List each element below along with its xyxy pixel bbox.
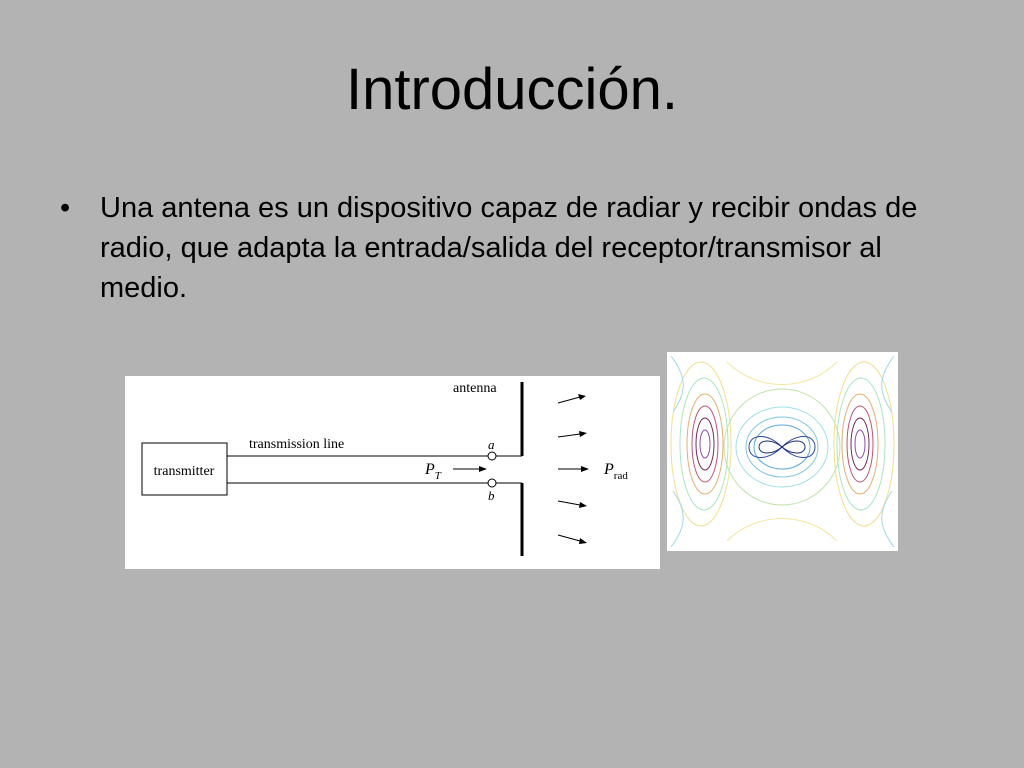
field-lobe-left-inner bbox=[759, 441, 782, 453]
pt-arrow-head bbox=[479, 466, 487, 472]
terminal-a bbox=[488, 452, 496, 460]
rad-arrow-5 bbox=[558, 535, 580, 541]
field-corner-bottom-left bbox=[671, 491, 683, 547]
rad-arrow-1-head bbox=[578, 394, 586, 400]
transmission-line-label: transmission line bbox=[249, 437, 345, 452]
field-contour-left-6 bbox=[700, 430, 710, 458]
field-contour-right-5 bbox=[851, 418, 869, 470]
antenna-transmission-diagram bbox=[125, 376, 660, 569]
field-contour-left-5 bbox=[696, 418, 714, 470]
antenna-label: antenna bbox=[453, 381, 497, 396]
slide-title: Introducción. bbox=[345, 57, 679, 122]
terminal-b bbox=[488, 479, 496, 487]
rad-arrow-5-head bbox=[579, 538, 587, 544]
field-lobe-right-inner bbox=[782, 441, 805, 453]
terminal-a-label: a bbox=[488, 437, 495, 452]
bullet-text: Una antena es un dispositivo capaz de radiar y recibir ondas de radio, que adapta la entrada/salida del receptor/transmisor al medio. bbox=[100, 192, 918, 304]
field-corner-top-left bbox=[671, 356, 683, 412]
bullet-marker: • bbox=[60, 192, 71, 224]
field-contour-right-6 bbox=[855, 430, 865, 458]
field-arc-top bbox=[727, 362, 837, 385]
rad-arrow-4-head bbox=[579, 502, 587, 508]
bullet-list bbox=[60, 188, 960, 308]
radiation-field-pattern-image bbox=[667, 352, 898, 551]
transmitter-label: transmitter bbox=[153, 464, 215, 479]
prad-label: $P_{rad}$ bbox=[604, 461, 628, 482]
rad-arrow-3-head bbox=[581, 466, 589, 472]
terminal-b-label: b bbox=[488, 488, 495, 503]
rad-arrow-1 bbox=[558, 397, 580, 403]
bullet-item bbox=[60, 188, 960, 308]
pt-label: $P_T$ bbox=[425, 461, 441, 482]
rad-arrow-2 bbox=[558, 434, 580, 437]
field-arc-bottom bbox=[727, 519, 837, 542]
field-corner-bottom-right bbox=[882, 491, 894, 547]
rad-arrow-4 bbox=[558, 501, 580, 505]
rad-arrow-2-head bbox=[579, 431, 587, 437]
field-corner-top-right bbox=[882, 356, 894, 412]
